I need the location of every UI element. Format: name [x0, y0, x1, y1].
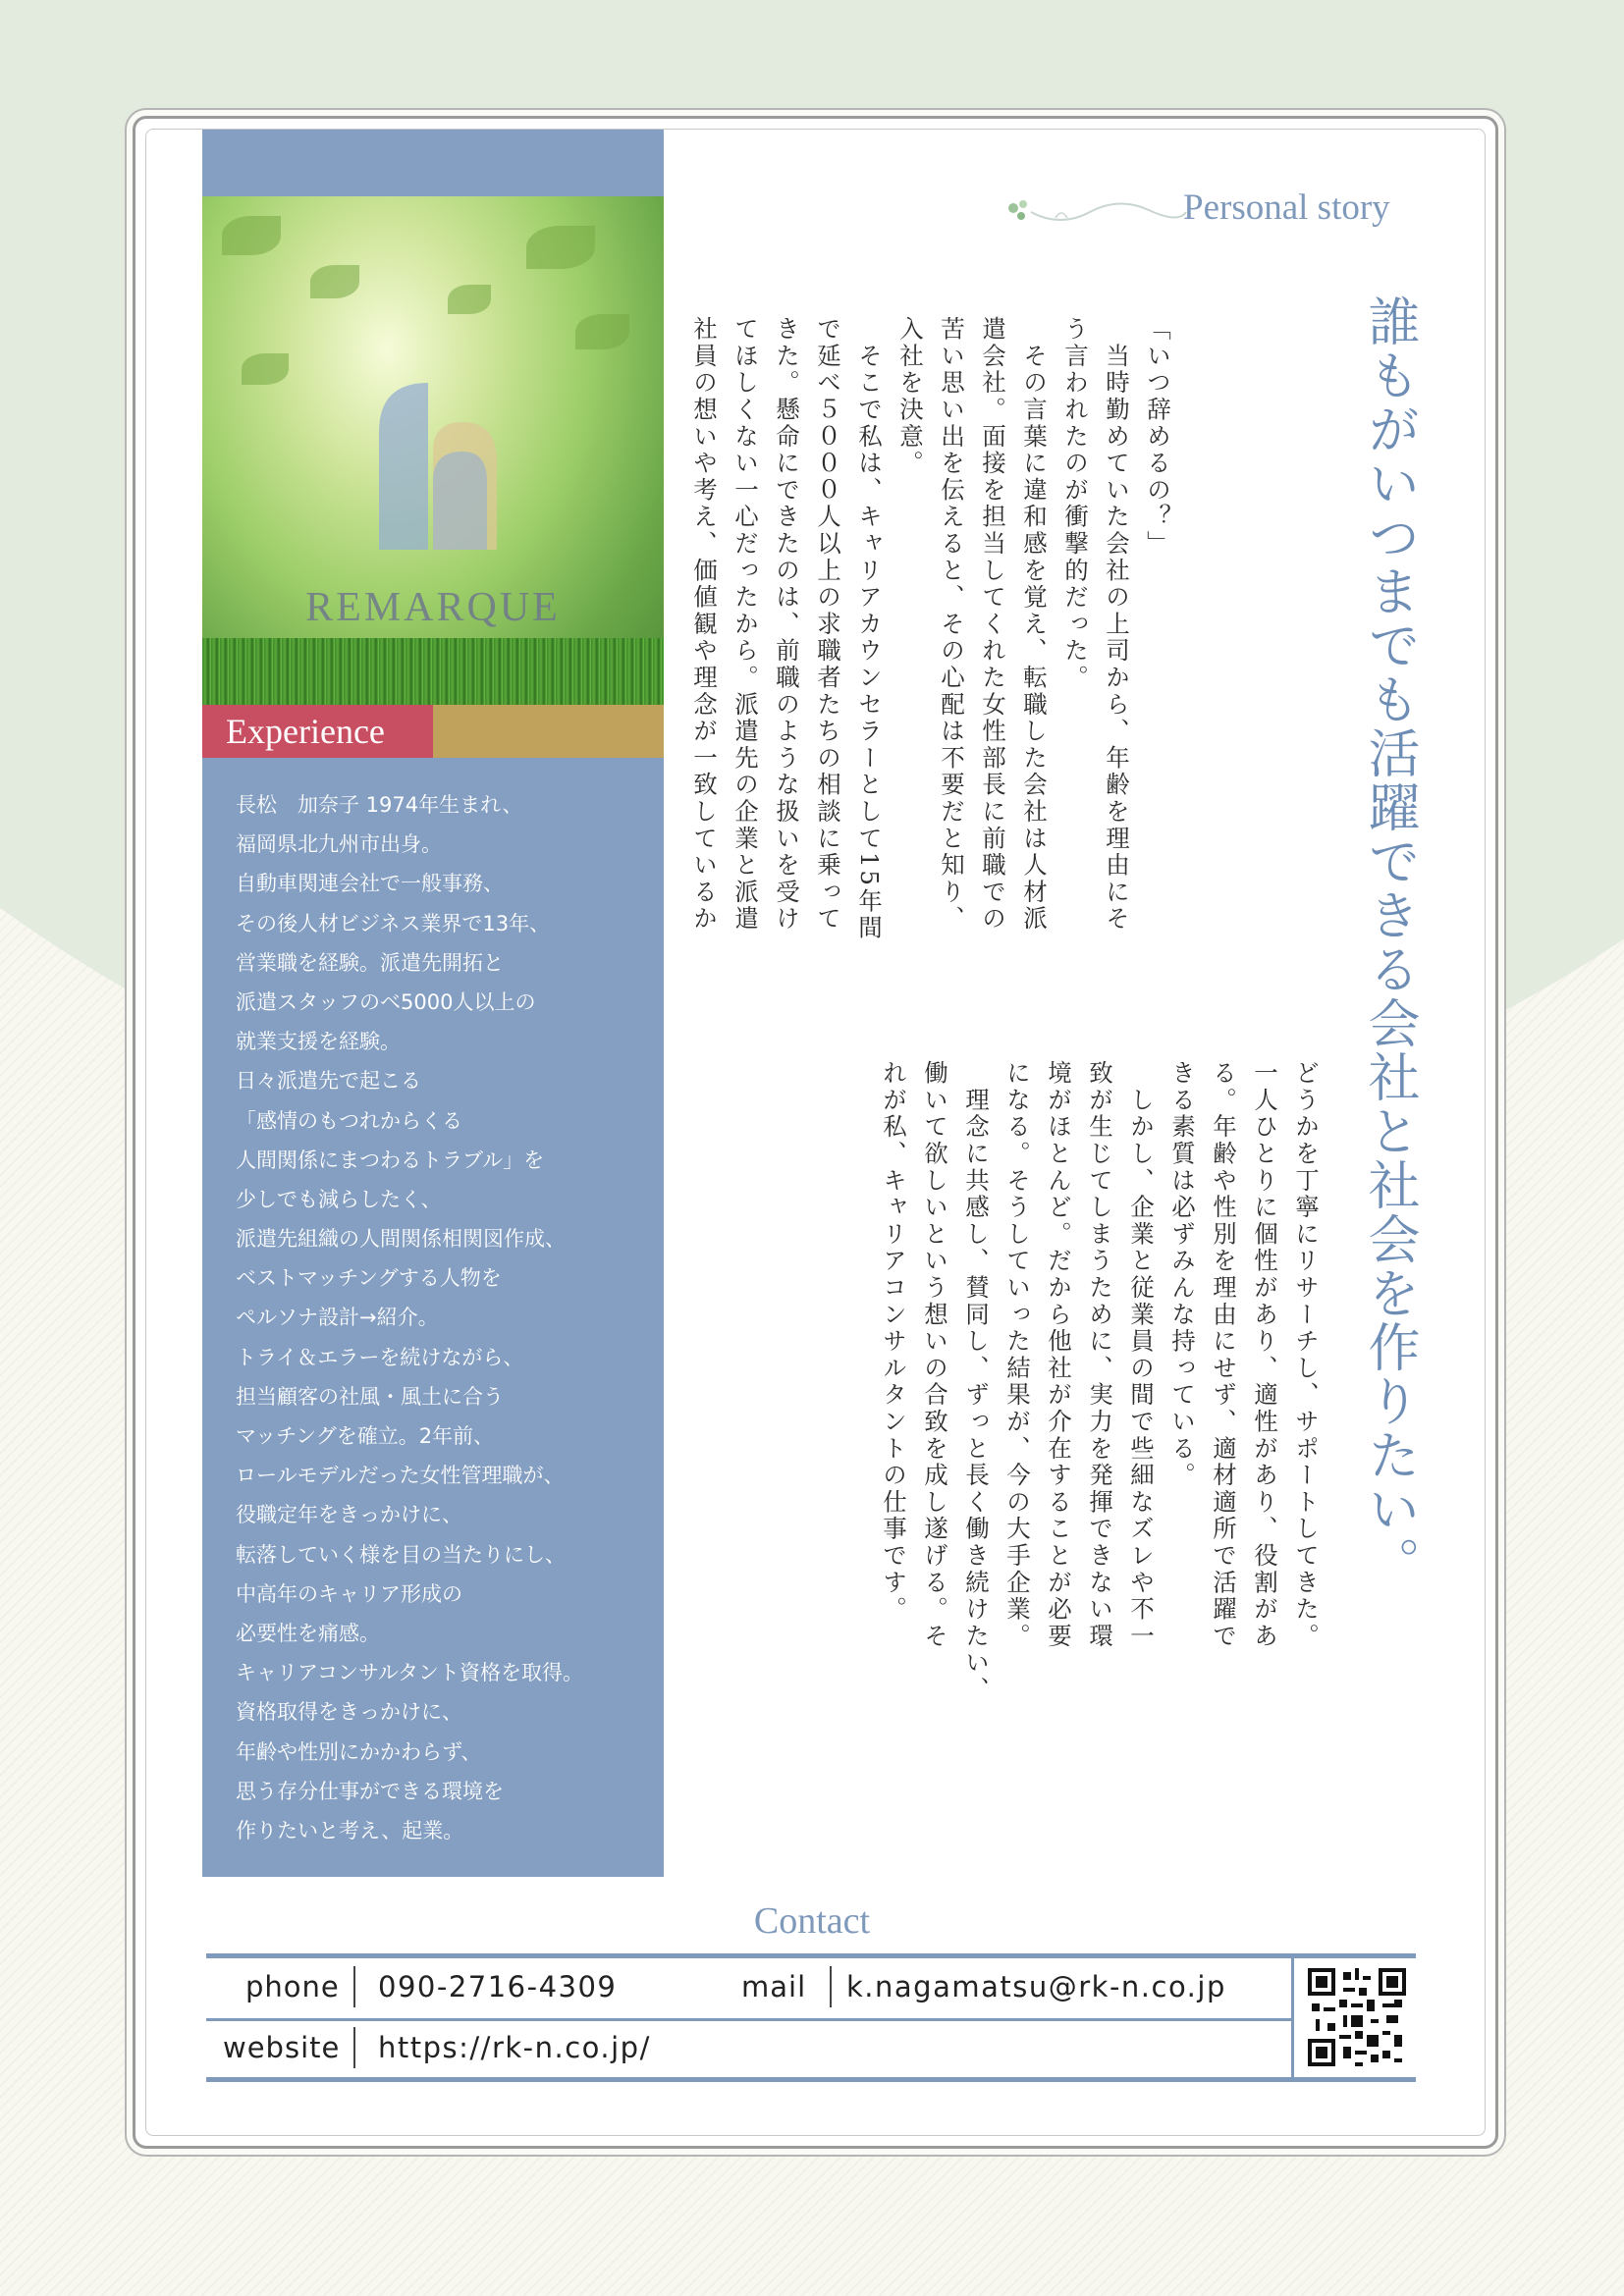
story-column-1 [690, 316, 1178, 1042]
bio-line: 転落していく様を目の当たりにし、 [236, 1542, 566, 1567]
mail-address[interactable]: k.nagamatsu@rk-n.co.jp [846, 1970, 1226, 2003]
contact-qr-divider [1291, 1953, 1294, 2081]
website-url[interactable]: https://rk-n.co.jp/ [378, 2031, 651, 2064]
phone-label: phone [245, 1970, 340, 2003]
bio-line: キャリアコンサルタント資格を取得。 [236, 1661, 584, 1685]
story-line: になる。そうしていった結果が、今の大手企業。 [1003, 1060, 1032, 1650]
story-line: れが私、キャリアコンサルタントの仕事です。 [880, 1060, 908, 1624]
contact-bottom-rule [206, 2077, 1416, 2082]
headline: 誰もがいつまでも活躍できる会社と社会を作りたい。 [1360, 294, 1420, 1590]
bio-line: 役職定年をきっかけに、 [236, 1503, 462, 1527]
story-line: る。年齢や性別を理由にせず、適材適所で活躍で [1210, 1060, 1238, 1650]
experience-bio [236, 785, 658, 1850]
bio-line: 派遣先組織の人間関係相関図作成、 [236, 1227, 566, 1252]
story-line: 苦い思い出を伝えると、その心配は不要だと知り、 [938, 316, 966, 933]
bio-line: 作りたいと考え、起業。 [236, 1818, 464, 1842]
website-label: website [223, 2031, 341, 2064]
phone-number[interactable]: 090-2716-4309 [378, 1970, 618, 2003]
story-line: てほしくない一心だったから。派遣先の企業と派遣 [731, 316, 760, 933]
mail-divider [830, 1966, 832, 2007]
bio-line: 「感情のもつれからくる [236, 1108, 462, 1133]
story-line: 社員の想いや考え、価値観や理念が一致しているか [690, 316, 719, 933]
story-line: 致が生じてしまうために、実力を発揮できない環 [1086, 1060, 1114, 1650]
story-line: う言われたのが衝撃的だった。 [1061, 316, 1090, 692]
bio-line: 営業職を経験。派遣先開拓と [236, 950, 504, 975]
remarque-logo-icon [379, 383, 497, 550]
experience-label: Experience [202, 705, 433, 758]
bio-line: 福岡県北九州市出身。 [236, 832, 442, 857]
bio-line: その後人材ビジネス業界で13年、 [236, 911, 551, 935]
bio-line: ロールモデルだった女性管理職が、 [236, 1464, 565, 1488]
story-line: 遣会社。面接を担当してくれた女性部長に前職での [979, 316, 1007, 933]
leaf-shape [242, 353, 289, 385]
story-line: しかし、企業と従業員の間で些細なズレや不一 [1127, 1060, 1156, 1650]
bio-line: 思う存分仕事ができる環境を [236, 1779, 504, 1803]
hero-photo [202, 196, 664, 707]
bio-line: 資格取得をきっかけに、 [236, 1700, 462, 1725]
story-line: 当時勤めていた会社の上司から、年齢を理由にそ [1103, 316, 1131, 933]
story-line: その言葉に違和感を覚え、転職した会社は人材派 [1020, 316, 1049, 933]
story-line: 理念に共感し、賛同し、ずっと長く働き続けたい、 [962, 1060, 991, 1704]
bio-line: 人間関係にまつわるトラブル」を [236, 1148, 545, 1172]
vine-ornament-icon [1001, 194, 1188, 228]
brand-logo-text: REMARQUE [305, 585, 561, 630]
story-line: 入社を決意。 [896, 316, 925, 477]
bio-line: 年齢や性別にかかわらず、 [236, 1739, 482, 1764]
website-divider [353, 2027, 355, 2068]
story-line: きる素質は必ずみんな持っている。 [1168, 1060, 1197, 1489]
bio-line: 派遣スタッフのベ5000人以上の [236, 989, 536, 1014]
bio-line: 少しでも減らしたく、 [236, 1187, 442, 1211]
mail-label: mail [741, 1970, 807, 2003]
bio-line: ベストマッチングする人物を [236, 1266, 502, 1291]
leaf-shape [448, 285, 491, 314]
contact-mid-rule [206, 2018, 1291, 2021]
section-label: Personal story [1183, 187, 1390, 228]
bio-line: 長松 加奈子 1974年生まれ、 [236, 793, 523, 817]
leaf-shape [526, 226, 595, 269]
story-line: 一人ひとりに個性があり、適性があり、役割があ [1251, 1060, 1279, 1650]
bio-line: トライ＆エラーを続けながら、 [236, 1345, 524, 1369]
story-line: きた。懸命にできたのは、前職のような扱いを受け [773, 316, 801, 933]
bio-line: 自動車関連会社で一般事務、 [236, 872, 504, 896]
phone-divider [353, 1966, 355, 2007]
story-line: どうかを丁寧にリサーチし、サポートしてきた。 [1292, 1060, 1321, 1650]
bio-line: 必要性を痛感。 [236, 1621, 380, 1645]
story-line: そこで私は、キャリアカウンセラーとして15年間 [855, 316, 884, 942]
leaf-shape [575, 314, 629, 349]
contact-title: Contact [753, 1900, 871, 1942]
story-line: で延べ５０００人以上の求職者たちの相談に乗って [814, 316, 842, 933]
leaf-shape [310, 265, 359, 298]
bio-line: 担当顧客の社風・風土に合う [236, 1384, 504, 1409]
story-line: 「いつ辞めるの？」 [1144, 316, 1172, 558]
leaf-shape [222, 216, 281, 255]
bio-line: マッチングを確立。2年前、 [236, 1424, 495, 1448]
contact-top-rule [206, 1953, 1416, 1958]
bio-line: 日々派遣先で起こる [236, 1069, 421, 1094]
story-column-2 [766, 1060, 1326, 1787]
bio-line: 中高年のキャリア形成の [236, 1581, 462, 1606]
bio-line: ペルソナ設計→紹介。 [236, 1306, 439, 1330]
story-line: 働いて欲しいという想いの合致を成し遂げる。そ [921, 1060, 949, 1650]
grass-strip [202, 638, 664, 707]
story-line: 境がほとんど。だから他社が介在することが必要 [1045, 1060, 1073, 1650]
qr-code-icon [1308, 1968, 1406, 2066]
bio-line: 就業支援を経験。 [236, 1030, 401, 1054]
